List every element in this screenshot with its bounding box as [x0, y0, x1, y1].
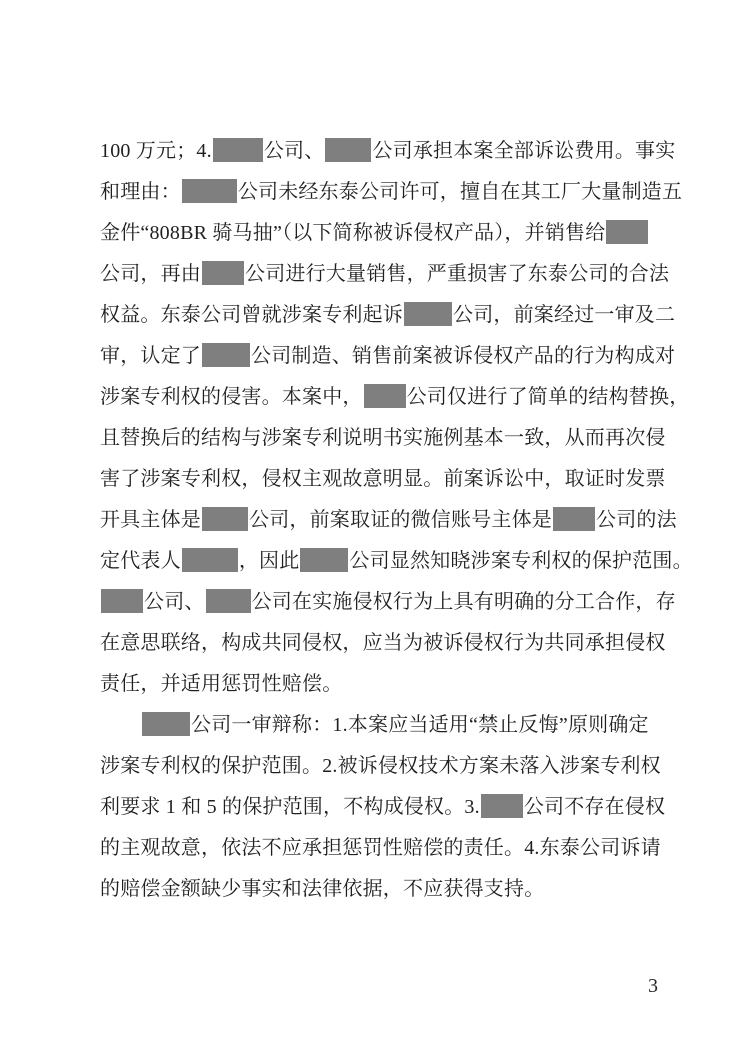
text-run: 公司不存在侵权 [523, 796, 666, 818]
text-run: 公司制造、销售前案被诉侵权产品的行为构成对 [251, 345, 676, 367]
redaction-box [202, 343, 250, 367]
text-run: 公司仅进行了简单的结构替换， [406, 386, 690, 408]
text-run: 100 万元；4. [100, 140, 212, 162]
text-run: 在意思联络，构成共同侵权，应当为被诉侵权行为共同承担侵权 [100, 632, 666, 654]
document-line [100, 172, 683, 213]
redaction-box [142, 712, 190, 736]
redaction-box [101, 589, 143, 613]
document-text-block [100, 131, 693, 910]
text-run: 定代表人 [100, 550, 181, 572]
redaction-box [364, 384, 406, 408]
document-line [100, 869, 660, 910]
document-line [100, 254, 670, 295]
document-line [100, 500, 677, 541]
document-line [100, 541, 693, 582]
text-run: 开具主体是 [100, 509, 201, 531]
redaction-box [404, 302, 452, 326]
document-line [100, 623, 666, 664]
redaction-box [206, 589, 251, 613]
text-run: 公司，前案取证的微信账号主体是 [249, 509, 552, 531]
document-line [100, 828, 660, 869]
text-run: 公司一审辩称：1.本案应当适用“禁止反悔”原则确定 [191, 714, 649, 736]
redaction-box [606, 220, 648, 244]
document-line [100, 664, 660, 705]
text-run: 权益。东泰公司曾就涉案专利起诉 [100, 304, 403, 326]
text-run: 公司，前案经过一审及二 [453, 304, 676, 326]
text-run: 公司，再由 [100, 263, 201, 285]
text-run: 公司进行大量销售，严重损害了东泰公司的合法 [245, 263, 670, 285]
text-run: 公司承担本案全部诉讼费用。事实 [372, 140, 676, 162]
text-run: 和理由： [100, 181, 181, 203]
text-run: 公司的法 [596, 509, 677, 531]
document-line [100, 582, 676, 623]
text-run: 责任，并适用惩罚性赔偿。 [100, 673, 343, 695]
redaction-box [300, 548, 348, 572]
text-run: 且替换后的结构与涉案专利说明书实施例基本一致，从而再次侵 [100, 427, 666, 449]
redaction-box [202, 507, 248, 531]
text-run: 公司、 [144, 591, 205, 613]
text-run: 公司未经东泰公司许可，擅自在其工厂大量制造五 [237, 181, 683, 203]
document-line [100, 746, 660, 787]
text-run: 涉案专利权的保护范围。2.被诉侵权技术方案未落入涉案专利权 [100, 755, 661, 777]
text-run: 害了涉案专利权，侵权主观故意明显。前案诉讼中，取证时发票 [100, 468, 666, 490]
text-run: 的赔偿金额缺少事实和法律依据，不应获得支持。 [100, 878, 545, 900]
text-run: 利要求 1 和 5 的保护范围，不构成侵权。3. [100, 796, 480, 818]
document-line [100, 213, 660, 254]
document-line [100, 295, 676, 336]
document-line [100, 131, 676, 172]
document-line [100, 787, 666, 828]
document-line [100, 705, 660, 746]
text-run: 公司显然知晓涉案专利权的保护范围。 [349, 550, 693, 572]
redaction-box [325, 138, 371, 162]
redaction-box [213, 138, 263, 162]
text-run: 审，认定了 [100, 345, 201, 367]
document-line [100, 377, 690, 418]
redaction-box [553, 507, 595, 531]
page-number: 3 [648, 975, 658, 997]
text-run: 公司、 [263, 140, 325, 162]
redaction-box [202, 261, 244, 285]
redaction-box [182, 179, 237, 203]
document-line [100, 418, 666, 459]
redaction-box [182, 548, 238, 572]
text-run: 公司在实施侵权行为上具有明确的分工合作，存 [251, 591, 676, 613]
text-run: ，因此 [238, 550, 300, 572]
redaction-box [481, 794, 523, 818]
document-line [100, 336, 676, 377]
text-run: 金件“808BR 骑马抽”（以下简称被诉侵权产品），并销售给 [100, 222, 606, 244]
document-line [100, 459, 666, 500]
text-run: 的主观故意，依法不应承担惩罚性赔偿的责任。4.东泰公司诉请 [100, 837, 661, 859]
text-run: 涉案专利权的侵害。本案中， [100, 386, 363, 408]
